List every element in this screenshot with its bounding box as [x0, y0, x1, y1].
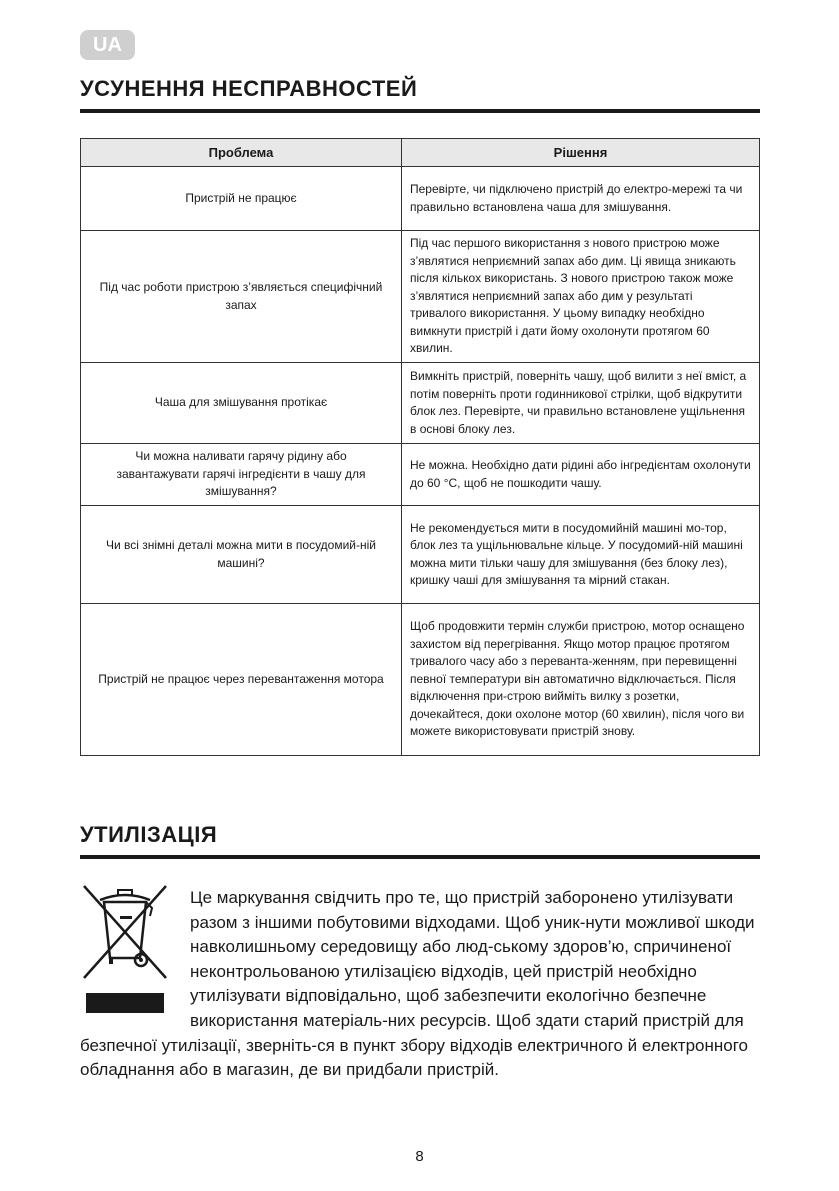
table-row [81, 506, 760, 604]
problem-cell: Чи можна наливати гарячу рідину або завантажувати гарячі інгредієнти в чашу для змішування? [81, 444, 402, 506]
troubleshooting-table [80, 138, 760, 756]
disposal-text: Це маркування свідчить про те, що пристрій заборонено утилізувати разом з іншими побутовими відходами. Щоб уник-нути можливої шкоди навколишньому середовищу або люд-ському здоров’ю, спричиненої неконтрольованою утилізацією відходів, цей пристрій необхідно утилізувати відповідально, щоб забезпечити екологічно безпечне використання матеріаль-них ресурсів. Щоб здати старий пристрій для безпечної утилізації, зверніть-ся в пункт збору відходів електричного й електронного обладнання або в магазин, де ви придбали пристрій. [80, 888, 755, 1080]
disposal-paragraph [80, 886, 764, 1083]
solution-cell: Під час першого використання з нового пристрою може з’являтися неприємний запах або дим. Ці явища зникають після кількох використань. З нового пристрою також може з’являтися неприємний запах або дим у результаті тривалого використання. У цьому випадку необхідно вимкнути пристрій і дати йому охолонути протягом 60 хвилин. [402, 231, 760, 363]
solution-cell: Вимкніть пристрій, поверніть чашу, щоб вилити з неї вміст, а потім поверніть проти годинникової стрілки, щоб відкрутити блок лез. Перевірте, чи правильно встановлене ущільнення в основі блоку лез. [402, 363, 760, 444]
solution-cell: Не рекомендується мити в посудомийній машині мо-тор, блок лез та ущільнювальне кільце. У посудомий-ній машині можна мити тільки чашу для змішування (без блоку лез), кришку чаші для змішування та мірний стакан. [402, 506, 760, 604]
problem-cell: Чаша для змішування протікає [81, 363, 402, 444]
table-row [81, 444, 760, 506]
disposal-title: УТИЛІЗАЦІЯ [80, 822, 218, 847]
table-row [81, 604, 760, 756]
problem-cell: Пристрій не працює через перевантаження мотора [81, 604, 402, 756]
solution-cell: Не можна. Необхідно дати рідині або інгредієнтам охолонути до 60 °C, щоб не пошкодити чашу. [402, 444, 760, 506]
column-header-problem: Проблема [81, 139, 402, 167]
page-number: 8 [415, 1148, 424, 1165]
problem-cell: Чи всі знімні деталі можна мити в посудомий-ній машині? [81, 506, 402, 604]
solution-cell: Перевірте, чи підключено пристрій до електро-мережі та чи правильно встановлена чаша для змішування. [402, 167, 760, 231]
troubleshooting-title: УСУНЕННЯ НЕСПРАВНОСТЕЙ [80, 76, 418, 101]
table-row [81, 231, 760, 363]
language-badge: UA [80, 30, 135, 60]
table-row [81, 363, 760, 444]
table-row [81, 167, 760, 231]
problem-cell: Під час роботи пристрою з’являється специфічний запах [81, 231, 402, 363]
solution-cell: Щоб продовжити термін служби пристрою, мотор оснащено захистом від перегрівання. Якщо мотор працює протягом тривалого часу або з переванта-женням, при перевищенні певної температури він автоматично відключається. Після відключення при-строю вийміть вилку з розетки, дочекайтеся, доки охолоне мотор (60 хвилин), після чого ви можете використовувати пристрій знову. [402, 604, 760, 756]
problem-cell: Пристрій не працює [81, 167, 402, 231]
column-header-solution: Рішення [402, 139, 760, 167]
section-divider [80, 109, 760, 113]
section-divider [80, 855, 760, 859]
table-header-row [81, 139, 760, 167]
